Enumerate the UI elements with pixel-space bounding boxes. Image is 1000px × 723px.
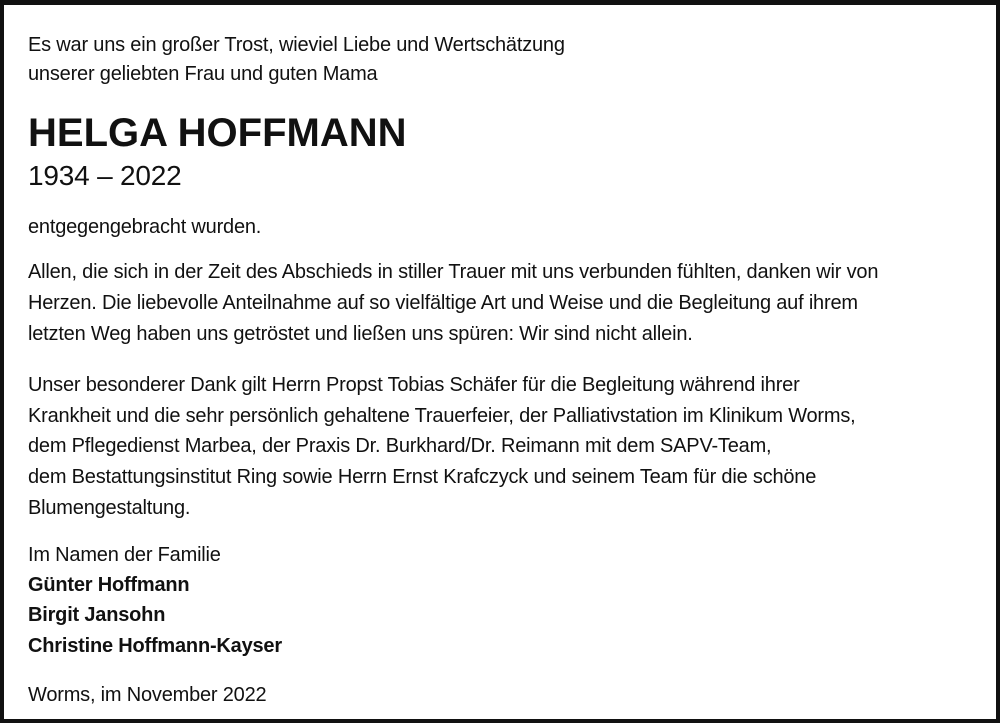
paragraph-line: Blumengestaltung. [28, 497, 191, 519]
paragraph-line: Herzen. Die liebevolle Anteilnahme auf so vielfältige Art und Weise und die Begleitung auf ihrem [28, 292, 858, 314]
paragraph-line: dem Bestattungsinstitut Ring sowie Herrn Ernst Krafczyck und seinem Team für die schöne [28, 466, 817, 488]
intro-line: Es war uns ein großer Trost, wieviel Liebe und Wertschätzung [28, 34, 565, 56]
intro-line: unserer geliebten Frau und guten Mama [28, 63, 378, 85]
family-member: Birgit Jansohn [28, 604, 166, 626]
intro-end: entgegengebracht wurden. [28, 216, 262, 238]
paragraph-line: Krankheit und die sehr persönlich gehaltene Trauerfeier, der Palliativstation im Klinikum Worms, [28, 405, 856, 427]
paragraph-line: Allen, die sich in der Zeit des Abschieds in stiller Trauer mit uns verbunden fühlten, danken wir von [28, 261, 879, 283]
deceased-name: HELGA HOFFMANN [28, 111, 407, 155]
place-date: Worms, im November 2022 [28, 684, 267, 706]
paragraph-line: dem Pflegedienst Marbea, der Praxis Dr. Burkhard/Dr. Reimann mit dem SAPV-Team, [28, 435, 772, 457]
family-member: Christine Hoffmann-Kayser [28, 635, 282, 657]
paragraph-line: letzten Weg haben uns getröstet und ließen uns spüren: Wir sind nicht allein. [28, 323, 693, 345]
life-years: 1934 – 2022 [28, 160, 182, 191]
family-member: Günter Hoffmann [28, 574, 190, 596]
paragraph-line: Unser besonderer Dank gilt Herrn Propst Tobias Schäfer für die Begleitung während ihrer [28, 374, 800, 396]
family-intro: Im Namen der Familie [28, 544, 221, 566]
